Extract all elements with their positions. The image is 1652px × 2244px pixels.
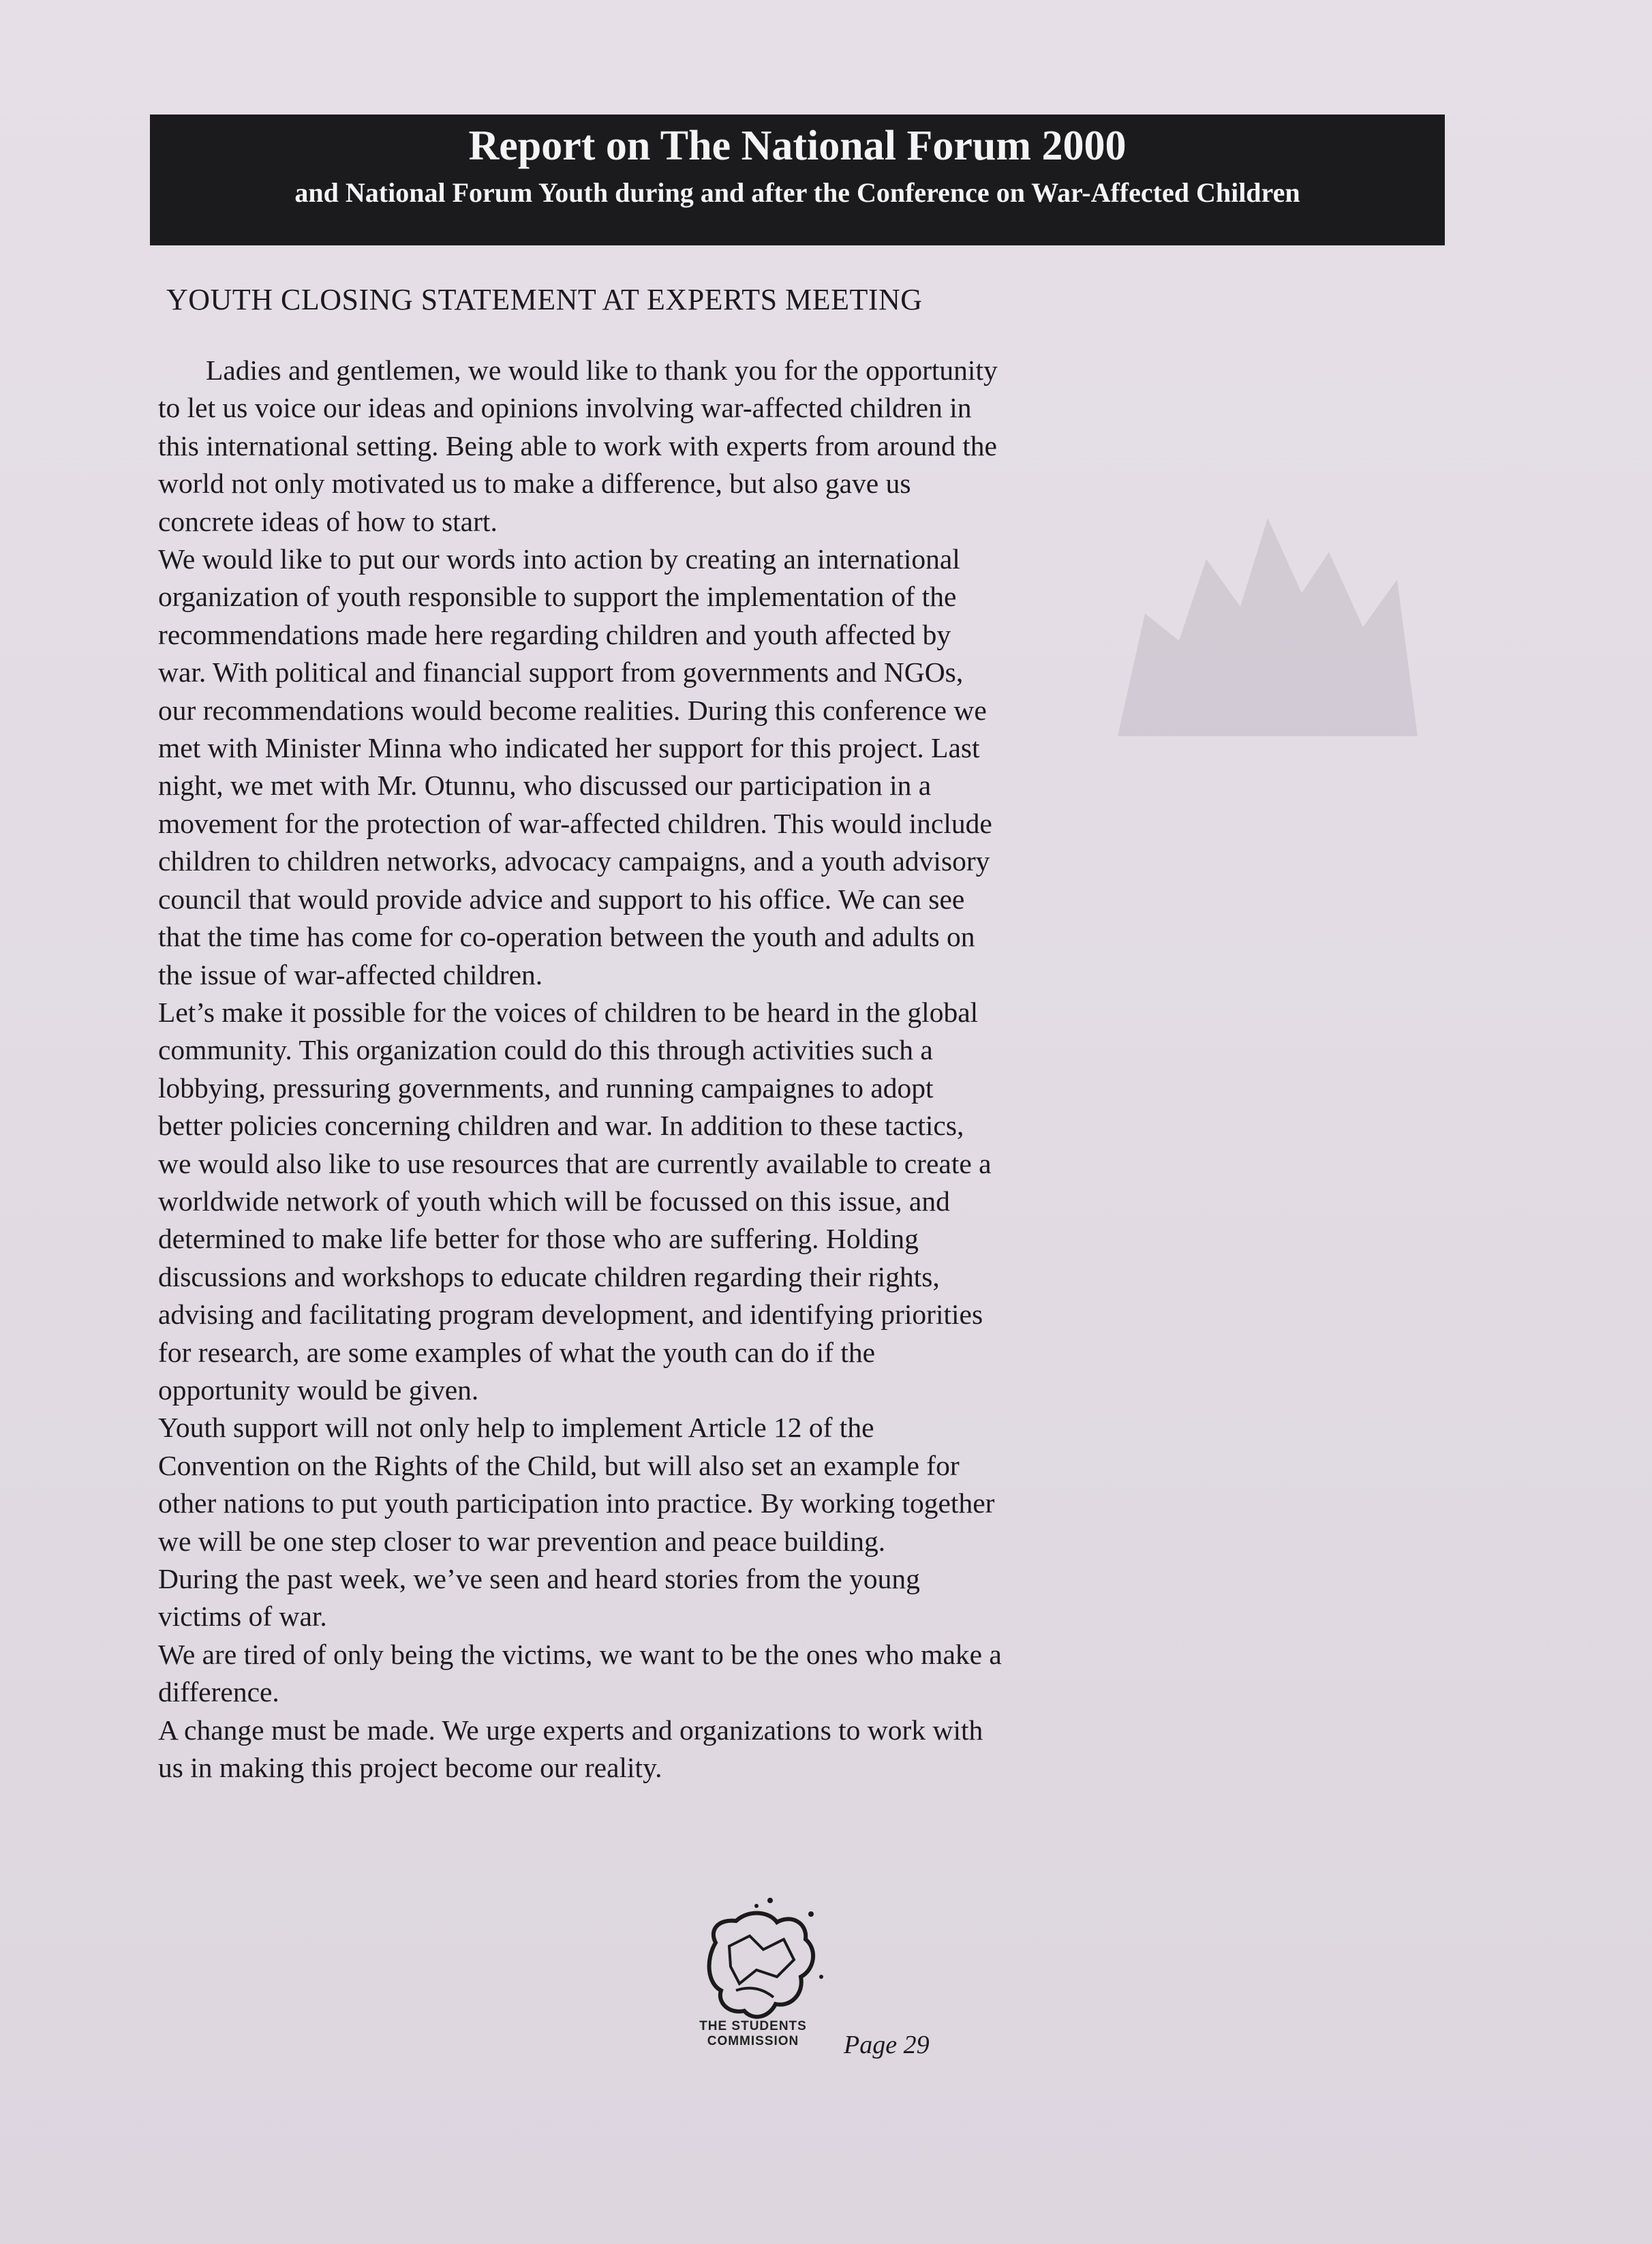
body-line: We are tired of only being the victims, we want to be the ones who make a: [158, 1638, 1002, 1670]
logo-caption-line: COMMISSION: [707, 2034, 799, 2048]
body-line: that the time has come for co-operation between the youth and adults on: [158, 921, 975, 953]
body-line: this international setting. Being able to work with experts from around the: [158, 429, 997, 461]
body-line: A change must be made. We urge experts and organizations to work with: [158, 1714, 983, 1746]
body-line: worldwide network of youth which will be focussed on this issue, and: [158, 1185, 950, 1217]
body-line: victims of war.: [158, 1601, 327, 1633]
body-line: We would like to put our words into action by creating an international: [158, 543, 960, 575]
page-number: Page 29: [844, 2031, 930, 2059]
body-line: recommendations made here regarding children and youth affected by: [158, 618, 951, 650]
body-line: other nations to put youth participation into practice. By working together: [158, 1487, 995, 1519]
bleed-through-illustration: [1104, 477, 1424, 750]
body-line: advising and facilitating program development, and identifying priorities: [158, 1299, 983, 1331]
body-line: we will be one step closer to war prevention and peace building.: [158, 1525, 886, 1557]
body-line: council that would provide advice and support to his office. We can see: [158, 883, 965, 915]
logo-caption-line: THE STUDENTS: [699, 2019, 807, 2033]
body-line: met with Minister Minna who indicated her support for this project. Last: [158, 732, 980, 764]
body-line: concrete ideas of how to start.: [158, 505, 498, 537]
body-line: community. This organization could do this through activities such a: [158, 1034, 933, 1066]
body-line: Youth support will not only help to implement Article 12 of the: [158, 1412, 874, 1444]
body-line: opportunity would be given.: [158, 1374, 479, 1406]
body-line: difference.: [158, 1676, 279, 1708]
body-line: world not only motivated us to make a difference, but also gave us: [158, 468, 911, 500]
body-line: night, we met with Mr. Otunnu, who discussed our participation in a: [158, 770, 932, 802]
body-line: Ladies and gentlemen, we would like to thank you for the opportunity: [206, 354, 998, 386]
body-line: discussions and workshops to educate children regarding their rights,: [158, 1260, 940, 1292]
report-title: Report on The National Forum 2000: [468, 123, 1127, 169]
report-header-band: [150, 115, 1445, 245]
body-line: Convention on the Rights of the Child, but will also set an example for: [158, 1449, 960, 1481]
body-line: lobbying, pressuring governments, and running campaignes to adopt: [158, 1072, 934, 1104]
body-line: for research, are some examples of what the youth can do if the: [158, 1336, 876, 1368]
body-line: to let us voice our ideas and opinions involving war-affected children in: [158, 392, 972, 424]
logo-caption: [688, 2019, 818, 2049]
body-line: children to children networks, advocacy campaigns, and a youth advisory: [158, 845, 990, 877]
report-subtitle: and National Forum Youth during and after the Conference on War-Affected Children: [294, 177, 1300, 208]
statement-body: [158, 352, 1139, 1787]
body-line: organization of youth responsible to support the implementation of the: [158, 581, 957, 613]
body-line: determined to make life better for those who are suffering. Holding: [158, 1223, 919, 1255]
body-line: our recommendations would become realities. During this conference we: [158, 694, 987, 726]
body-line: we would also like to use resources that are currently available to create a: [158, 1147, 992, 1179]
body-line: movement for the protection of war-affected children. This would include: [158, 807, 992, 839]
body-line: the issue of war-affected children.: [158, 958, 543, 990]
body-line: war. With political and financial support from governments and NGOs,: [158, 656, 964, 688]
body-line: During the past week, we’ve seen and heard stories from the young: [158, 1563, 920, 1594]
body-line: Let’s make it possible for the voices of children to be heard in the global: [158, 996, 979, 1028]
body-line: better policies concerning children and war. In addition to these tactics,: [158, 1110, 964, 1142]
section-title: YOUTH CLOSING STATEMENT AT EXPERTS MEETING: [166, 283, 923, 316]
body-line: us in making this project become our reality.: [158, 1752, 662, 1784]
